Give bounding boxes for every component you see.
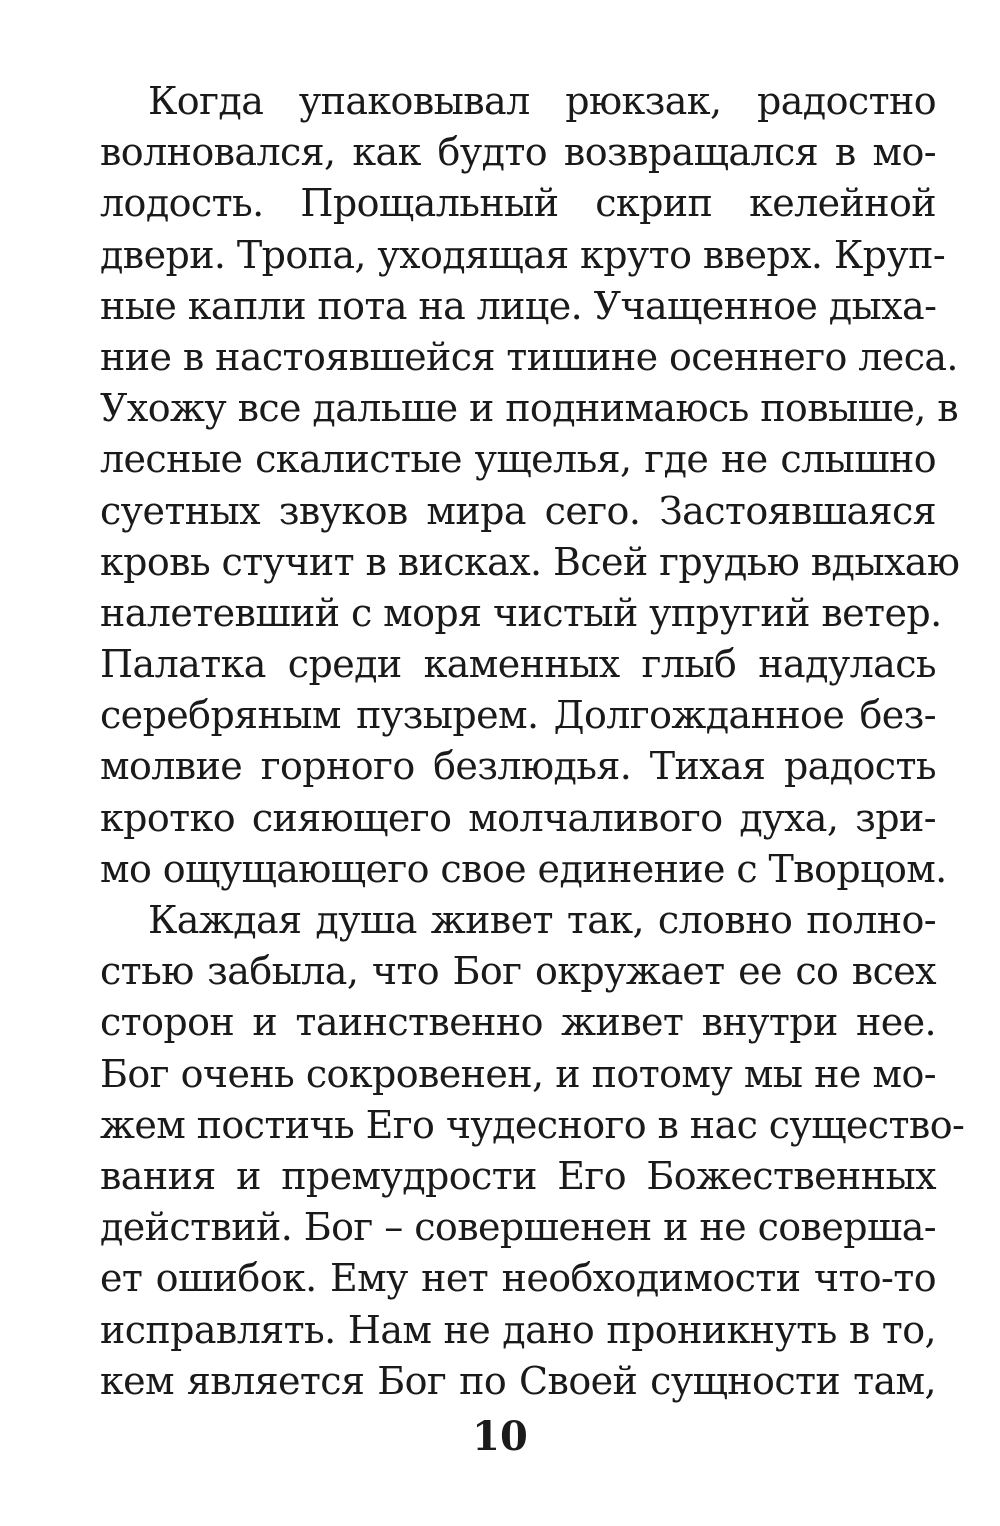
page-number: 10	[472, 1413, 528, 1460]
text-line: мо ощущающего свое единение с Творцом.	[100, 846, 947, 891]
text-line: лесные скалистые ущелья, где не слышно	[100, 437, 936, 482]
text-line: ние в настоявшейся тишине осеннего леса.	[100, 334, 958, 379]
text-line: ет ошибок. Ему нет необходимости что-то	[100, 1256, 936, 1301]
text-line: налетевший с моря чистый упругий ветер.	[100, 590, 942, 635]
text-line: волновался, как будто возвращался в мо-	[100, 130, 936, 175]
text-line: суетных звуков мира сего. Застоявшаяся	[100, 488, 936, 533]
text-line: кровь стучит в висках. Всей грудью вдыхаю	[100, 539, 960, 584]
text-line: сторон и таинственно живет внутри нее.	[100, 1000, 936, 1045]
paragraph-2	[100, 895, 965, 1407]
text-line: серебряным пузырем. Долгожданное без-	[100, 693, 936, 738]
text-line: кем является Бог по Своей сущности там,	[100, 1358, 936, 1403]
text-line: ные капли пота на лице. Учащенное дыха-	[100, 283, 937, 328]
text-line: Палатка среди каменных глыб надулась	[100, 642, 936, 687]
text-line: молвие горного безлюдья. Тихая радость	[100, 744, 936, 789]
text-line: стью забыла, что Бог окружает ее со всех	[100, 949, 936, 994]
text-line: Бог очень сокровенен, и потому мы не мо-	[100, 1051, 936, 1096]
text-line: жем постичь Его чудесного в нас существо-	[100, 1102, 965, 1147]
text-line: вания и премудрости Его Божественных	[100, 1153, 936, 1198]
text-line: Ухожу все дальше и поднимаюсь повыше, в	[100, 386, 959, 431]
page-text	[100, 76, 965, 1407]
text-line: лодость. Прощальный скрип келейной	[100, 181, 936, 226]
text-line: Каждая душа живет так, словно полно-	[148, 898, 936, 942]
text-line: кротко сияющего молчаливого духа, зри-	[100, 795, 936, 840]
text-line: действий. Бог – совершенен и не соверша-	[100, 1205, 936, 1250]
text-line: Когда упаковывал рюкзак, радостно	[148, 79, 936, 123]
text-line: двери. Тропа, уходящая круто вверх. Круп-	[100, 232, 946, 277]
paragraph-1	[100, 76, 960, 895]
text-line: исправлять. Нам не дано проникнуть в то,	[100, 1307, 936, 1352]
